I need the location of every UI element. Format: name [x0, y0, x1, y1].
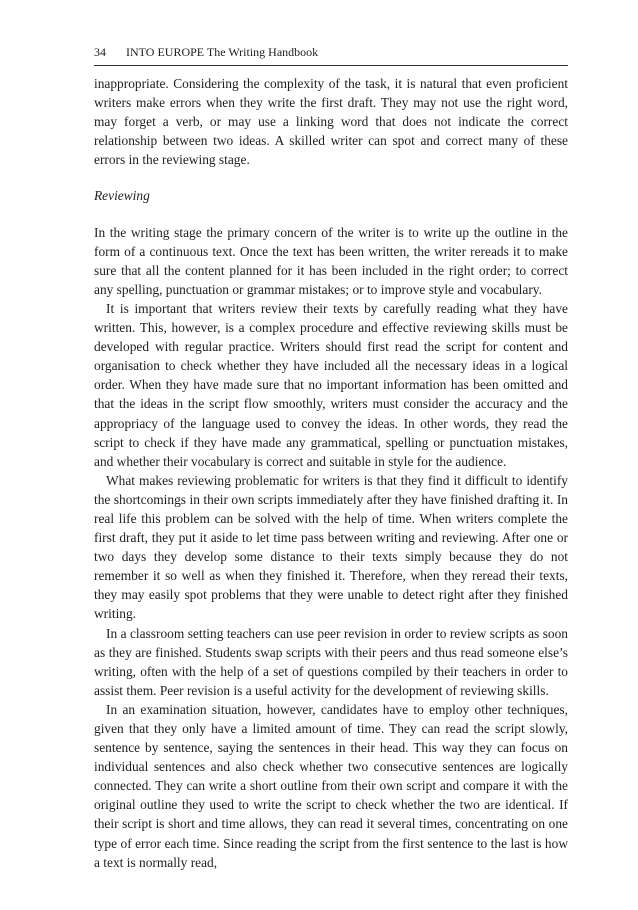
paragraph: In the writing stage the primary concern of the writer is to write up the outline in the form of a continuous text. Once the text has been written, the writer rereads it to make sure that all the content planned for it has been included in the right order; to correct any spelling, punctuation or grammar mistakes; or to improve style and vocabulary.: [94, 224, 568, 297]
paragraph-continued: inappropriate. Considering the complexity of the task, it is natural that even proficient writers make errors when they write the first draft. They may not use the right word, may forget a verb, or may use a linking word that does not indicate the correct relationship between two ideas. A skilled writer can spot and correct many of these errors in the reviewing stage.: [94, 76, 568, 168]
section-heading: Reviewing: [94, 188, 150, 204]
paragraph: What makes reviewing problematic for writers is that they find it difficult to identify the shortcomings in their own scripts immediately after they have finished drafting it. In real life this problem can be solved with the help of time. When writers complete the first draft, they put it aside to let time pass between writing and reviewing. After one or two days they develop some distance to their texts simply because they do not remember it so well as when they finished it. Therefore, when they reread their texts, they may easily spot problems that they were unable to detect right after they finished writing.: [94, 472, 568, 622]
body-text: [94, 74, 568, 872]
page-number: 34: [94, 45, 106, 59]
running-head-title: INTO EUROPE The Writing Handbook: [126, 45, 319, 59]
running-head: [94, 44, 568, 66]
paragraph: In an examination situation, however, candidates have to employ other techniques, given that they only have a limited amount of time. They can read the script slowly, sentence by sentence, saying the sentences in their head. This way they can focus on individual sentences and also check whether two consecutive sentences are logically connected. They can write a short outline from their own script and compare it with the original outline they used to write the script to check whether the two are identical. If their script is short and time allows, they can read it several times, concentrating on one type of error each time. Since reading the script from the first sentence to the last is how a text is normally read,: [94, 701, 568, 870]
book-page: [94, 44, 568, 872]
paragraph: In a classroom setting teachers can use peer revision in order to review scripts as soon as they are finished. Students swap scripts with their peers and thus read someone else’s writing, often with the help of a set of questions compiled by their teachers in order to assist them. Peer revision is a useful activity for the development of reviewing skills.: [94, 625, 568, 698]
paragraph: It is important that writers review their texts by carefully reading what they have written. This, however, is a complex procedure and effective reviewing skills must be developed with regular practice. Writers should first read the script for content and organisation to check whether they have included all the necessary ideas in a logical order. When they have made sure that no important information has been omitted and that the ideas in the script flow smoothly, writers must consider the accuracy and the appropriacy of the language used to convey the ideas. In other words, they read the script to check if they have made any grammatical, spelling or punctuation mistakes, and whether their vocabulary is correct and suitable in style for the audience.: [94, 300, 568, 469]
